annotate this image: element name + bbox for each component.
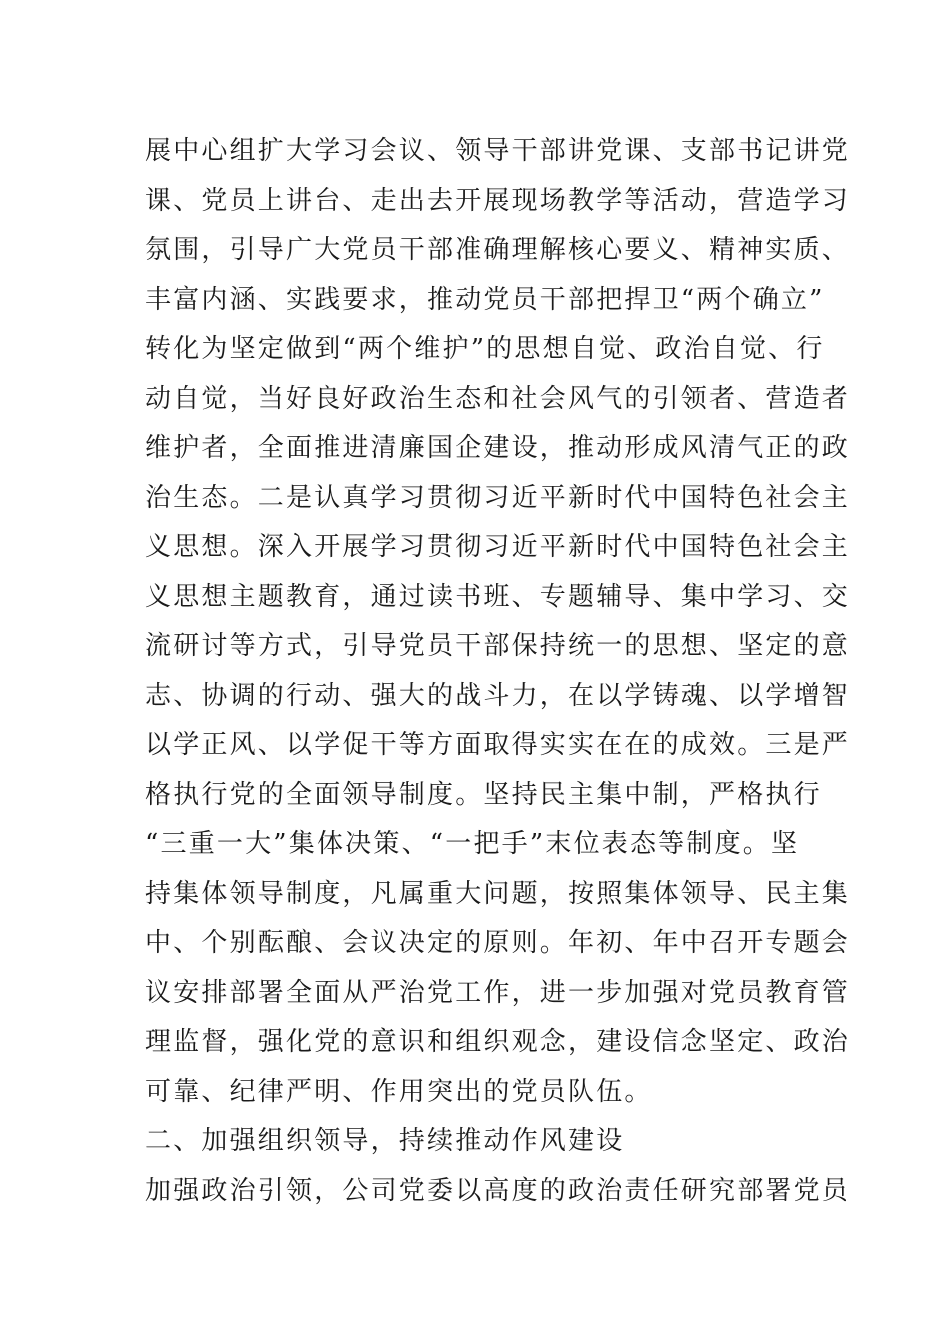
text-line: 丰富内涵、实践要求，推动党员干部把捍卫“两个确立” — [145, 284, 825, 315]
body-text — [145, 127, 851, 1216]
text-line: 治生态。二是认真学习贯彻习近平新时代中国特色社会主 — [145, 482, 851, 513]
text-line: 理监督，强化党的意识和组织观念，建设信念坚定、政治 — [145, 1027, 851, 1057]
text-line: 格执行党的全面领导制度。坚持民主集中制，严格执行 — [145, 779, 822, 810]
text-line: 议安排部署全面从严治党工作，进一步加强对党员教育管 — [145, 977, 851, 1008]
text-line: 展中心组扩大学习会议、领导干部讲党课、支部书记讲党 — [145, 136, 851, 166]
text-line: 动自觉，当好良好政治生态和社会风气的引领者、营造者 — [145, 383, 851, 414]
text-line: 氛围，引导广大党员干部准确理解核心要义、精神实质、 — [145, 235, 851, 265]
text-line: 以学正风、以学促干等方面取得实实在在的成效。三是严 — [145, 730, 851, 760]
text-line: 可靠、纪律严明、作用突出的党员队伍。 — [145, 1076, 653, 1107]
text-line: 志、协调的行动、强大的战斗力，在以学铸魂、以学增智 — [145, 680, 851, 711]
text-line: 转化为坚定做到“两个维护”的思想自觉、政治自觉、行 — [145, 334, 825, 364]
text-line: 持集体领导制度，凡属重大问题，按照集体领导、民主集 — [145, 878, 851, 909]
text-line: 课、党员上讲台、走出去开展现场教学等活动，营造学习 — [145, 185, 851, 216]
text-line: 加强政治引领，公司党委以高度的政治责任研究部署党员 — [145, 1175, 851, 1206]
text-line: 中、个别酝酿、会议决定的原则。年初、年中召开专题会 — [145, 928, 851, 958]
text-line: 维护者，全面推进清廉国企建设，推动形成风清气正的政 — [145, 433, 851, 463]
text-line: 流研讨等方式，引导党员干部保持统一的思想、坚定的意 — [145, 631, 851, 661]
text-line: 义思想主题教育，通过读书班、专题辅导、集中学习、交 — [145, 581, 851, 612]
text-line: “三重一大”集体决策、“一把手”末位表态等制度。坚 — [145, 829, 800, 859]
section-heading: 二、加强组织领导，持续推动作风建设 — [145, 1126, 625, 1156]
text-line: 义思想。深入开展学习贯彻习近平新时代中国特色社会主 — [145, 532, 851, 562]
